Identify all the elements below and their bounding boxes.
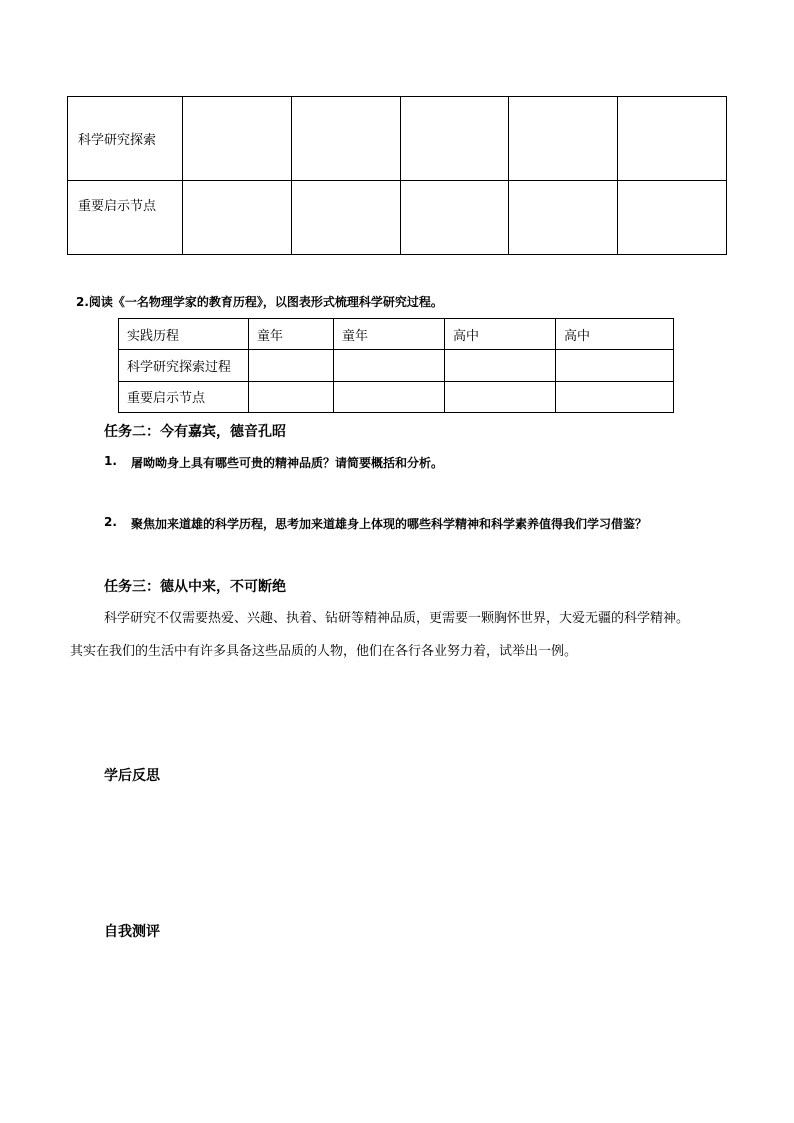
table-cell[interactable] bbox=[291, 97, 400, 181]
table-row bbox=[119, 381, 674, 412]
table-cell[interactable] bbox=[509, 97, 618, 181]
table-cell[interactable] bbox=[334, 350, 445, 381]
column-header: 高中 bbox=[445, 319, 556, 350]
row-label: 科学研究探索过程 bbox=[119, 350, 249, 381]
table-header-row bbox=[119, 319, 674, 350]
table-row bbox=[119, 350, 674, 381]
table-cell[interactable] bbox=[334, 381, 445, 412]
self-evaluation-heading: 自我测评 bbox=[104, 924, 160, 940]
item-number: 1. bbox=[104, 454, 117, 468]
column-header: 童年 bbox=[249, 319, 334, 350]
task-2-heading: 任务二：今有嘉宾，德音孔昭 bbox=[104, 424, 286, 440]
task-2-question-2: 聚焦加来道雄的科学历程，思考加来道雄身上体现的哪些科学精神和科学素养值得我们学习借鉴？ bbox=[131, 517, 648, 531]
table-cell[interactable] bbox=[400, 97, 509, 181]
table-row bbox=[68, 180, 727, 254]
item-number: 2. bbox=[104, 515, 117, 529]
table-cell[interactable] bbox=[618, 97, 727, 181]
table-cell[interactable] bbox=[556, 381, 674, 412]
table-cell[interactable] bbox=[183, 97, 292, 181]
table-cell[interactable] bbox=[291, 180, 400, 254]
row-label: 科学研究探索 bbox=[68, 97, 183, 181]
research-table-top bbox=[67, 96, 727, 255]
task-3-paragraph-line-2: 其实在我们的生活中有许多具备这些品质的人物，他们在各行各业努力着，试举出一例。 bbox=[70, 644, 578, 659]
table-cell[interactable] bbox=[183, 180, 292, 254]
table-cell[interactable] bbox=[445, 381, 556, 412]
column-header: 童年 bbox=[334, 319, 445, 350]
table-cell[interactable] bbox=[618, 180, 727, 254]
task-2-question-1: 屠呦呦身上具有哪些可贵的精神品质？请简要概括和分析。 bbox=[131, 456, 444, 470]
column-header: 实践历程 bbox=[119, 319, 249, 350]
row-label: 重要启示节点 bbox=[119, 381, 249, 412]
table-cell[interactable] bbox=[400, 180, 509, 254]
task-3-paragraph-line-1: 科学研究不仅需要热爱、兴趣、执着、钻研等精神品质，更需要一颗胸怀世界，大爱无疆的科学精神。 bbox=[104, 611, 690, 626]
table-cell[interactable] bbox=[509, 180, 618, 254]
reflection-heading: 学后反思 bbox=[104, 768, 160, 784]
table-cell[interactable] bbox=[445, 350, 556, 381]
task-3-heading: 任务三：德从中来，不可断绝 bbox=[104, 579, 286, 595]
table-cell[interactable] bbox=[249, 350, 334, 381]
row-label: 重要启示节点 bbox=[68, 180, 183, 254]
research-process-table bbox=[118, 318, 674, 413]
column-header: 高中 bbox=[556, 319, 674, 350]
table-cell[interactable] bbox=[556, 350, 674, 381]
question-2-prompt: 2.阅读《一名物理学家的教育历程》，以图表形式梳理科学研究过程。 bbox=[76, 295, 443, 309]
table-row bbox=[68, 97, 727, 181]
table-cell[interactable] bbox=[249, 381, 334, 412]
